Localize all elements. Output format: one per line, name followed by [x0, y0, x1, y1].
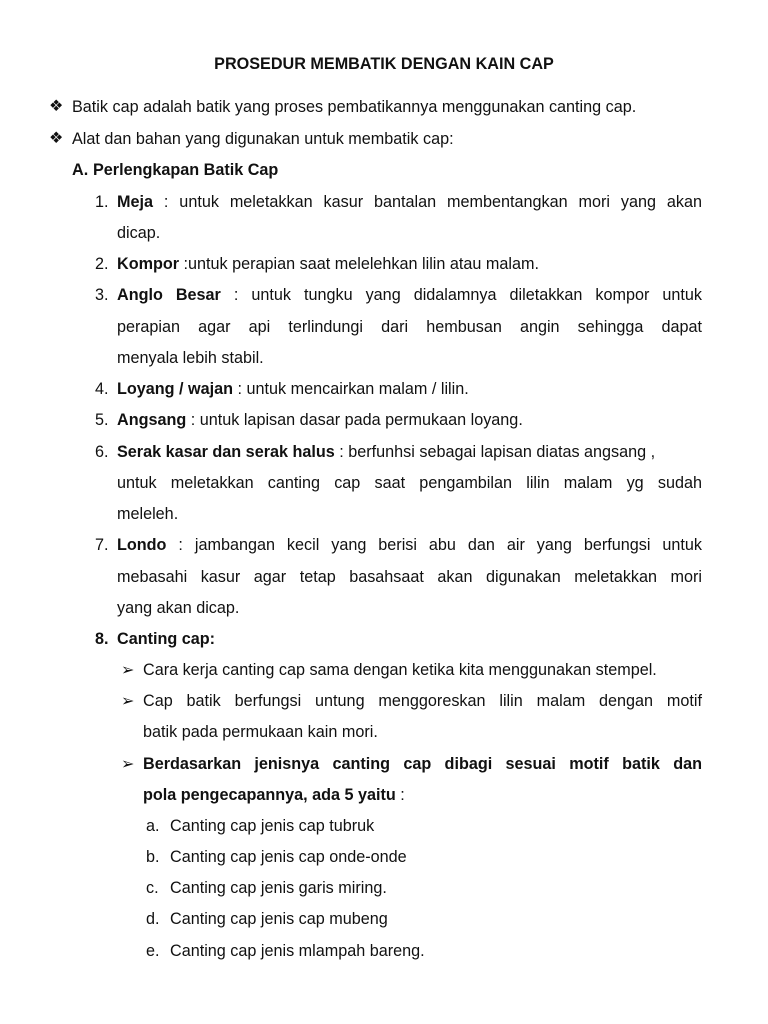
item-line: [117, 192, 702, 212]
item-line: [117, 379, 469, 399]
item-desc: dicap.: [117, 224, 161, 242]
letter-marker: d.: [146, 910, 160, 928]
letter-marker: a.: [146, 817, 160, 835]
item-term: Meja: [117, 193, 153, 211]
item-number: 6.: [95, 443, 109, 461]
item-line: [117, 535, 702, 555]
item-term: Canting cap:: [117, 630, 216, 648]
item-term: Angsang: [117, 411, 187, 429]
item-term: Anglo Besar: [117, 286, 221, 304]
item-desc: : untuk tungku yang didalamnya diletakkan kompor untuk: [220, 286, 702, 304]
bullet-text: Batik cap adalah batik yang proses pembatikannya menggunakan canting cap.: [72, 98, 637, 116]
sub-bullet-text: batik pada permukaan kain mori.: [143, 723, 378, 741]
item-term: Serak kasar dan serak halus: [117, 443, 335, 461]
item-desc: yang akan dicap.: [117, 599, 240, 617]
item-desc: perapian agar api terlindungi dari hembusan angin sehingga dapat: [117, 318, 702, 336]
item-desc: : untuk lapisan dasar pada permukaan loyang.: [186, 411, 523, 429]
arrow-bullet-icon: ➢: [121, 692, 135, 710]
item-desc: menyala lebih stabil.: [117, 349, 264, 367]
item-desc: : untuk mencairkan malam / lilin.: [233, 380, 469, 398]
sub-bullet-tail: :: [395, 786, 405, 804]
item-desc: : berfunhsi sebagai lapisan diatas angsang ,: [334, 443, 656, 461]
item-term: Londo: [117, 536, 167, 554]
section-heading: Perlengkapan Batik Cap: [93, 161, 279, 179]
section-marker: A.: [72, 161, 89, 179]
item-line: [117, 442, 655, 462]
item-number: 3.: [95, 286, 109, 304]
item-number: 2.: [95, 255, 109, 273]
letter-item: Canting cap jenis garis miring.: [170, 879, 387, 897]
item-line: [117, 410, 523, 430]
sub-bullet-text: pola pengecapannya, ada 5 yaitu: [143, 786, 396, 804]
letter-item: Canting cap jenis cap onde-onde: [170, 848, 407, 866]
item-desc: : untuk meletakkan kasur bantalan membentangkan mori yang akan: [153, 193, 702, 211]
arrow-bullet-icon: ➢: [121, 755, 135, 773]
item-desc: mebasahi kasur agar tetap basahsaat akan digunakan meletakkan mori: [117, 568, 702, 586]
item-term: Loyang / wajan: [117, 380, 234, 398]
sub-bullet-line: [143, 785, 405, 805]
arrow-bullet-icon: ➢: [121, 661, 135, 679]
letter-item: Canting cap jenis cap tubruk: [170, 817, 375, 835]
letter-marker: c.: [146, 879, 159, 897]
document-title: PROSEDUR MEMBATIK DENGAN KAIN CAP: [214, 55, 554, 73]
bullet-marker: ❖: [49, 129, 64, 147]
bullet-marker: ❖: [49, 97, 64, 115]
letter-item: Canting cap jenis mlampah bareng.: [170, 942, 425, 960]
letter-marker: e.: [146, 942, 160, 960]
sub-bullet-text: Cap batik berfungsi untung menggoreskan lilin malam dengan motif: [143, 692, 702, 710]
bullet-text: Alat dan bahan yang digunakan untuk membatik cap:: [72, 130, 454, 148]
item-number: 1.: [95, 193, 109, 211]
item-desc: :untuk perapian saat melelehkan lilin atau malam.: [179, 255, 539, 273]
sub-bullet-text: Cara kerja canting cap sama dengan ketika kita menggunakan stempel.: [143, 661, 657, 679]
letter-marker: b.: [146, 848, 160, 866]
item-number: 5.: [95, 411, 109, 429]
letter-item: Canting cap jenis cap mubeng: [170, 910, 388, 928]
item-line: [117, 254, 539, 274]
item-number: 7.: [95, 536, 109, 554]
item-line: [117, 285, 702, 305]
sub-bullet-text: Berdasarkan jenisnya canting cap dibagi sesuai motif batik dan: [143, 755, 702, 773]
item-desc: meleleh.: [117, 505, 179, 523]
item-term: Kompor: [117, 255, 180, 273]
item-desc: : jambangan kecil yang berisi abu dan air yang berfungsi untuk: [166, 536, 702, 554]
item-number: 8.: [95, 630, 109, 648]
item-number: 4.: [95, 380, 109, 398]
item-desc: untuk meletakkan canting cap saat pengambilan lilin malam yg sudah: [117, 474, 702, 492]
